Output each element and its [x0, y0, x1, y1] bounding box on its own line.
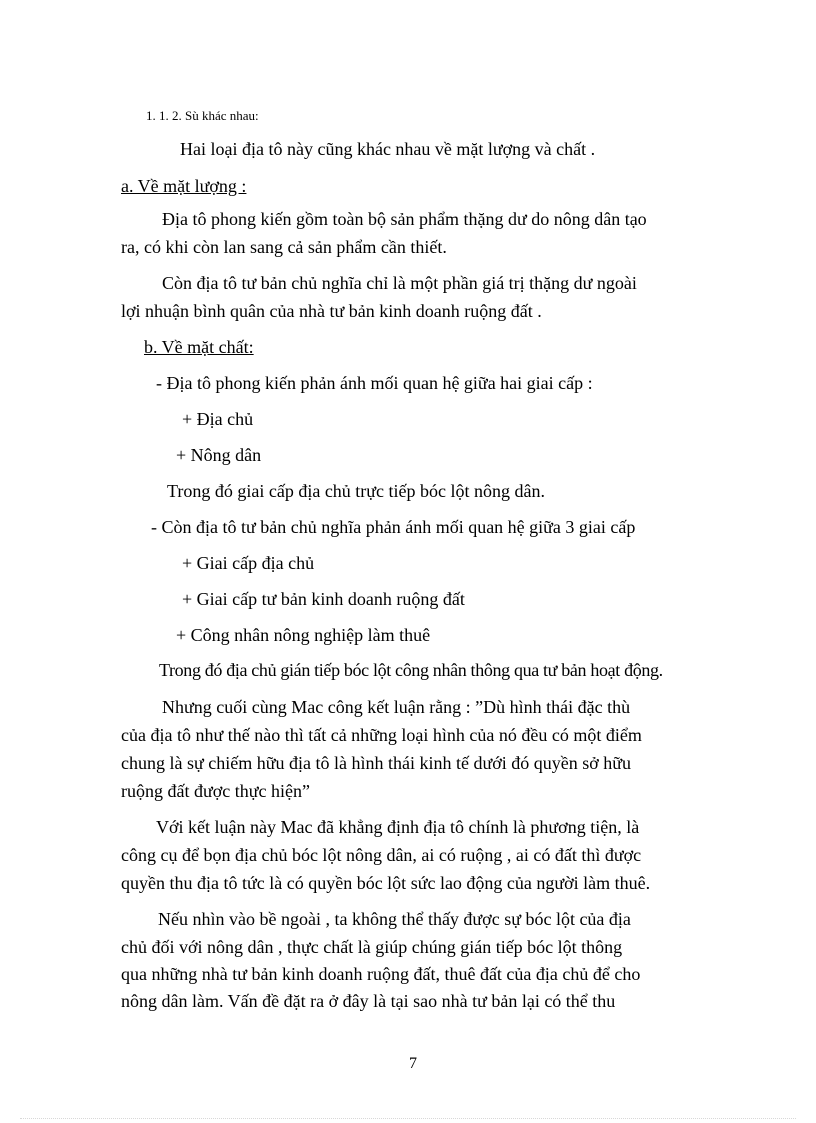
appearance-line-2: chủ đối với nông dân , thực chất là giúp chúng gián tiếp bóc lột thông	[121, 937, 623, 957]
page-number: 7	[409, 1055, 417, 1072]
intro-paragraph: Hai loại địa tô này cũng khác nhau về mặt lượng và chất .	[180, 139, 596, 159]
capitalist-class-worker: + Công nhân nông nghiệp làm thuê	[176, 625, 431, 645]
feudal-note: Trong đó giai cấp địa chủ trực tiếp bóc lột nông dân.	[167, 481, 546, 501]
conclusion-line-3: quyền thu địa tô tức là có quyền bóc lột sức lao động của người làm thuê.	[121, 873, 651, 893]
appearance-line-4: nông dân làm. Vấn đề đặt ra ở đây là tại sao nhà tư bản lại có thể thu	[121, 991, 616, 1011]
capitalist-note: Trong đó địa chủ gián tiếp bóc lột công nhân thông qua tư bản hoạt động.	[159, 660, 663, 680]
conclusion-line-2: công cụ để bọn địa chủ bóc lột nông dân, ai có ruộng , ai có đất thì được	[121, 845, 642, 865]
page-bottom-edge	[20, 1118, 796, 1119]
subheading-quality: b. Về mặt chất:	[144, 337, 254, 357]
capitalist-class-capitalist: + Giai cấp tư bản kinh doanh ruộng đất	[182, 589, 465, 609]
paragraph-quantity-line-1: Địa tô phong kiến gồm toàn bộ sản phẩm thặng dư do nông dân tạo	[162, 209, 647, 229]
section-heading: 1. 1. 2. Sù khác nhau:	[146, 108, 259, 123]
feudal-class-landlord: + Địa chủ	[182, 409, 254, 429]
marx-quote-line-3: chung là sự chiếm hữu địa tô là hình thái kinh tế dưới đó quyền sở hữu	[121, 753, 631, 773]
capitalist-class-landlord: + Giai cấp địa chủ	[182, 553, 315, 573]
conclusion-line-1: Với kết luận này Mac đã khẳng định địa tô chính là phương tiện, là	[156, 817, 640, 837]
appearance-line-3: qua những nhà tư bản kinh doanh ruộng đất, thuê đất của địa chủ để cho	[121, 964, 641, 984]
paragraph-quantity-line-2: ra, có khi còn lan sang cả sản phẩm cần thiết.	[121, 237, 447, 257]
feudal-relation: - Địa tô phong kiến phản ánh mối quan hệ giữa hai giai cấp :	[156, 373, 593, 393]
marx-quote-line-2: của địa tô như thế nào thì tất cả những loại hình của nó đều có một điểm	[121, 725, 642, 745]
marx-quote-line-4: ruộng đất được thực hiện”	[121, 781, 310, 801]
feudal-class-peasant: + Nông dân	[176, 445, 262, 465]
paragraph-capitalist-line-2: lợi nhuận bình quân của nhà tư bản kinh doanh ruộng đất .	[121, 301, 542, 321]
appearance-line-1: Nếu nhìn vào bề ngoài , ta không thể thấy được sự bóc lột của địa	[158, 909, 631, 929]
capitalist-relation: - Còn địa tô tư bản chủ nghĩa phản ánh mối quan hệ giữa 3 giai cấp	[151, 517, 636, 537]
paragraph-capitalist-line-1: Còn địa tô tư bản chủ nghĩa chỉ là một phần giá trị thặng dư ngoài	[162, 273, 637, 293]
marx-quote-line-1: Nhưng cuối cùng Mac công kết luận rằng : ”Dù hình thái đặc thù	[162, 697, 631, 717]
subheading-quantity: a. Về mặt lượng :	[121, 176, 247, 196]
